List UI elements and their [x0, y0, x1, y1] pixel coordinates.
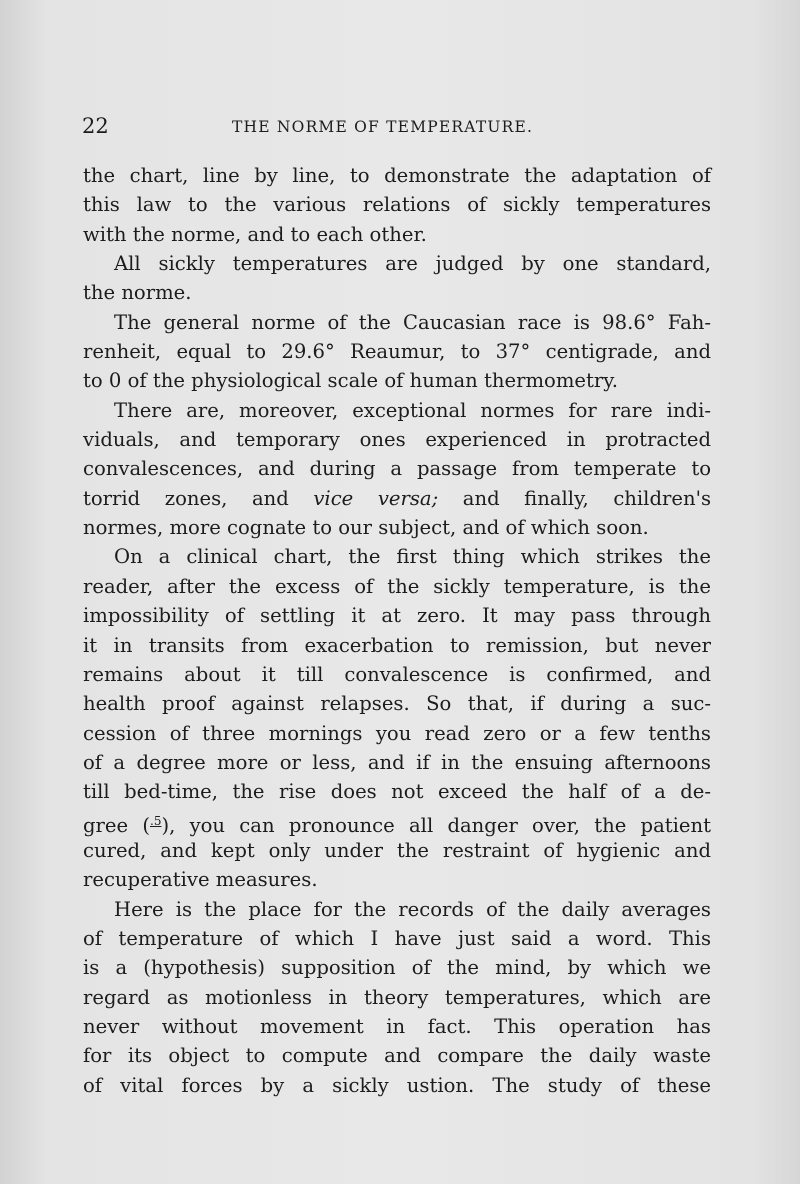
text-line: normes, more cognate to our subject, and of which soon.	[83, 516, 649, 540]
text-line: of a degree more or less, and if in the ensuing afternoons	[83, 750, 711, 774]
text-line: The general norme of the Caucasian race is 98.6° Fah-	[114, 310, 711, 334]
text-line: regard as motionless in theory temperatures, which are	[83, 985, 711, 1009]
text-line: cured, and kept only under the restraint of hygienic and	[83, 838, 711, 862]
page-number: 22	[82, 114, 109, 138]
running-head	[82, 114, 712, 144]
text-line: till bed-time, the rise does not exceed the half of a de-	[83, 780, 711, 804]
text-line: this law to the various relations of sickly temperatures	[83, 193, 711, 217]
text-segment: torrid zones, and	[83, 486, 289, 510]
text-line-mixed	[83, 484, 711, 513]
text-segment: and finally, children's	[462, 486, 712, 510]
text-line: with the norme, and to each other.	[83, 222, 427, 246]
text-line: of vital forces by a sickly ustion. The study of these	[83, 1073, 711, 1097]
text-line: for its object to compute and compare the daily waste	[83, 1044, 711, 1068]
italic-phrase: vice versa;	[313, 486, 439, 510]
text-line: viduals, and temporary ones experienced in protracted	[83, 428, 711, 452]
text-line: All sickly temperatures are judged by one standard,	[114, 252, 711, 276]
text-line: the norme.	[83, 281, 192, 305]
text-line: health proof against relapses. So that, if during a suc-	[83, 692, 711, 716]
text-line: Here is the place for the records of the daily averages	[114, 897, 711, 921]
degree-fraction: .5	[150, 813, 162, 828]
text-line: impossibility of settling it at zero. It may pass through	[83, 604, 711, 628]
text-line: cession of three mornings you read zero or a few tenths	[83, 721, 711, 745]
text-line: the chart, line by line, to demonstrate the adaptation of	[83, 164, 711, 187]
text-line: of temperature of which I have just said a word. This	[83, 926, 711, 950]
text-segment: ), you can pronounce all danger over, the patient	[161, 813, 711, 837]
text-line: On a clinical chart, the first thing which strikes the	[114, 545, 711, 569]
text-line: There are, moreover, exceptional normes for rare indi-	[114, 398, 711, 422]
text-line-mixed	[83, 807, 711, 836]
text-line: renheit, equal to 29.6° Reaumur, to 37° centigrade, and	[83, 340, 711, 364]
text-line: never without movement in fact. This operation has	[83, 1014, 711, 1038]
text-line: convalescences, and during a passage from temperate to	[83, 457, 711, 481]
text-line: reader, after the excess of the sickly temperature, is the	[83, 574, 711, 598]
text-line: is a (hypothesis) supposition of the mind, by which we	[83, 956, 711, 980]
body-text	[83, 161, 711, 1100]
text-line: to 0 of the physiological scale of human thermometry.	[83, 369, 618, 393]
text-line: remains about it till convalescence is confirmed, and	[83, 662, 711, 686]
text-line: it in transits from exacerbation to remission, but never	[83, 633, 711, 657]
text-segment: gree (	[83, 813, 150, 837]
text-line: recuperative measures.	[83, 868, 318, 892]
running-title: THE NORME OF TEMPERATURE.	[232, 118, 534, 136]
